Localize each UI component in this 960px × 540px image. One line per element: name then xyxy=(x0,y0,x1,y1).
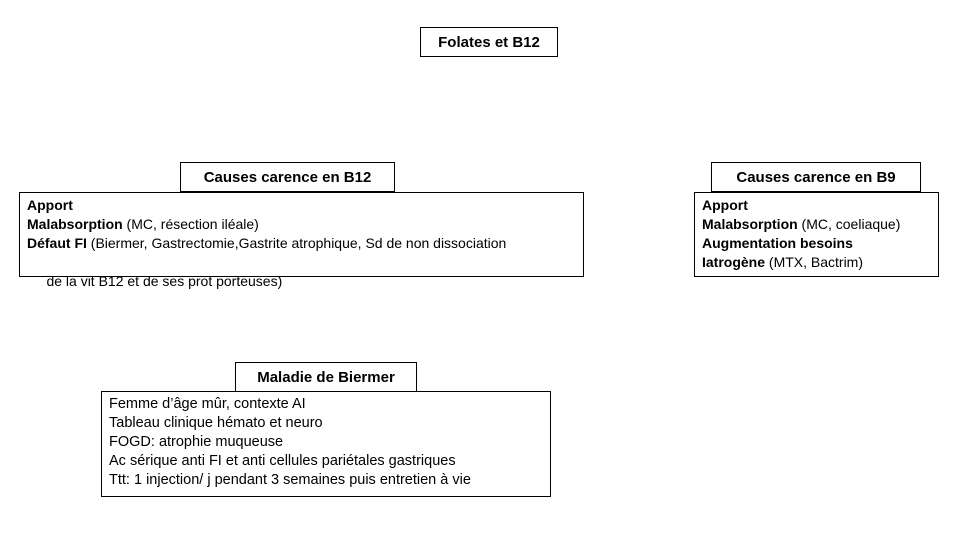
b12-cause-line xyxy=(27,253,583,310)
biermer-title: Maladie de Biermer xyxy=(257,368,395,386)
b12-cause-detail: (Biermer, Gastrectomie,Gastrite atrophique, Sd de non dissociation xyxy=(86,235,507,251)
b9-causes-title: Causes carence en B9 xyxy=(736,168,896,186)
b12-cause-line xyxy=(27,196,583,215)
biermer-line: Tableau clinique hémato et neuro xyxy=(109,415,323,431)
b12-cause-label: Défaut FI xyxy=(27,235,87,251)
b12-cause-line xyxy=(27,234,583,253)
biermer-line: Femme d’âge mûr, contexte AI xyxy=(109,396,306,412)
biermer-line: Ttt: 1 injection/ j pendant 3 semaines puis entretien à vie xyxy=(109,472,471,488)
b9-cause-line xyxy=(702,215,938,234)
b9-causes-box xyxy=(694,192,939,277)
b12-cause-label: Apport xyxy=(27,197,73,213)
b12-causes-title-box xyxy=(180,162,395,192)
b9-cause-label: Iatrogène xyxy=(702,254,766,270)
b12-cause-detail: de la vit B12 et de ses prot porteuses) xyxy=(42,273,283,289)
b9-cause-line xyxy=(702,234,938,253)
b9-cause-label: Augmentation besoins xyxy=(702,235,853,251)
main-title-box xyxy=(420,27,558,57)
b12-causes-title: Causes carence en B12 xyxy=(203,168,372,186)
b9-cause-label: Apport xyxy=(702,197,748,213)
b9-cause-detail: (MC, coeliaque) xyxy=(797,216,901,232)
b9-cause-detail: (MTX, Bactrim) xyxy=(765,254,864,270)
biermer-title-box xyxy=(235,362,417,392)
b12-cause-label: Malabsorption xyxy=(27,216,123,232)
biermer-line: FOGD: atrophie muqueuse xyxy=(109,434,284,450)
b9-cause-line xyxy=(702,196,938,215)
b9-cause-label: Malabsorption xyxy=(702,216,798,232)
biermer-line: Ac sérique anti FI et anti cellules pariétales gastriques xyxy=(109,453,456,469)
b12-cause-line xyxy=(27,215,583,234)
b12-cause-detail: (MC, résection iléale) xyxy=(122,216,259,232)
main-title: Folates et B12 xyxy=(438,33,540,51)
b9-cause-line xyxy=(702,253,938,272)
b9-causes-title-box xyxy=(711,162,921,192)
biermer-box xyxy=(101,391,551,497)
b12-causes-box xyxy=(19,192,584,289)
